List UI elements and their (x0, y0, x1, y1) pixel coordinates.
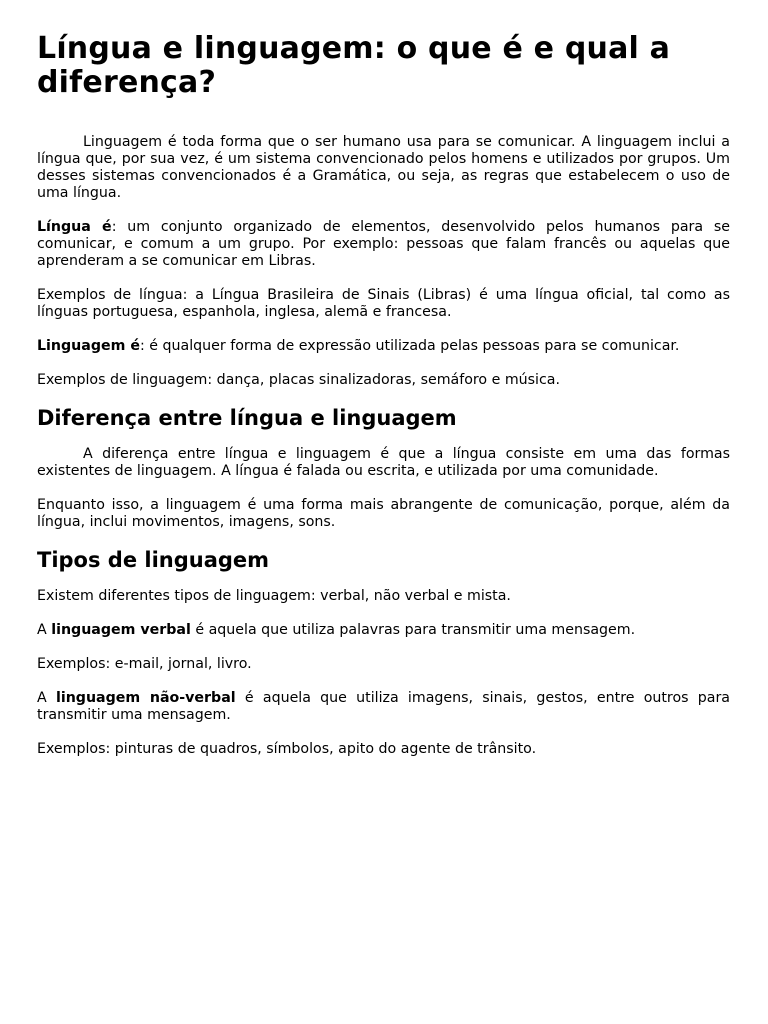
nonverbal-prefix: A (37, 690, 56, 706)
types-intro-paragraph: Existem diferentes tipos de linguagem: verbal, não verbal e mista. (37, 588, 511, 604)
verbal-examples-paragraph: Exemplos: e-mail, jornal, livro. (37, 656, 252, 672)
nonverbal-term: linguagem não-verbal (55, 690, 236, 706)
nonverbal-examples-paragraph: Exemplos: pinturas de quadros, símbolos, apito do agente de trânsito. (37, 741, 537, 757)
types-heading: Tipos de linguagem (37, 548, 270, 572)
nonverbal-paragraph (37, 690, 730, 724)
lingua-examples-paragraph: Exemplos de língua: a Língua Brasileira de Sinais (Libras) é uma língua oficial, tal como as línguas portuguesa, espanhola, inglesa, alemã e francesa. (37, 287, 730, 320)
page-title: Língua e linguagem: o que é e qual a diferença? (37, 31, 671, 100)
lingua-term: Língua é (37, 219, 112, 235)
linguagem-term: Linguagem é (37, 338, 140, 354)
lingua-definition-paragraph (37, 219, 730, 270)
linguagem-examples-paragraph: Exemplos de linguagem: dança, placas sinalizadoras, semáforo e música. (37, 372, 560, 388)
difference-paragraph-1: A diferença entre língua e linguagem é que a língua consiste em uma das formas existentes de linguagem. A língua é falada ou escrita, e utilizada por uma comunidade. (37, 446, 730, 479)
linguagem-definition-text: : é qualquer forma de expressão utilizada pelas pessoas para se comunicar. (139, 338, 680, 354)
verbal-paragraph (37, 622, 730, 639)
linguagem-definition-paragraph (37, 338, 730, 355)
intro-paragraph: Linguagem é toda forma que o ser humano usa para se comunicar. A linguagem inclui a língua que, por sua vez, é um sistema convencionado pelos homens e utilizados por grupos. Um desses sistemas convencionados é a Gramática, ou seja, as regras que estabelecem o uso de uma língua. (37, 134, 730, 201)
verbal-term: linguagem verbal (51, 622, 191, 638)
verbal-text: é aquela que utiliza palavras para transmitir uma mensagem. (190, 622, 636, 638)
difference-paragraph-2: Enquanto isso, a linguagem é uma forma mais abrangente de comunicação, porque, além da língua, inclui movimentos, imagens, sons. (37, 497, 730, 530)
difference-heading: Diferença entre língua e linguagem (37, 406, 457, 430)
nonverbal-text: é aquela que utiliza imagens, sinais, gestos, entre outros para transmitir uma mensagem. (37, 690, 730, 723)
verbal-prefix: A (37, 622, 52, 638)
lingua-definition-text: : um conjunto organizado de elementos, desenvolvido pelos humanos para se comunicar, e comum a um grupo. Por exemplo: pessoas que falam francês ou aquelas que aprenderam a se comunicar em Libras. (37, 219, 730, 269)
